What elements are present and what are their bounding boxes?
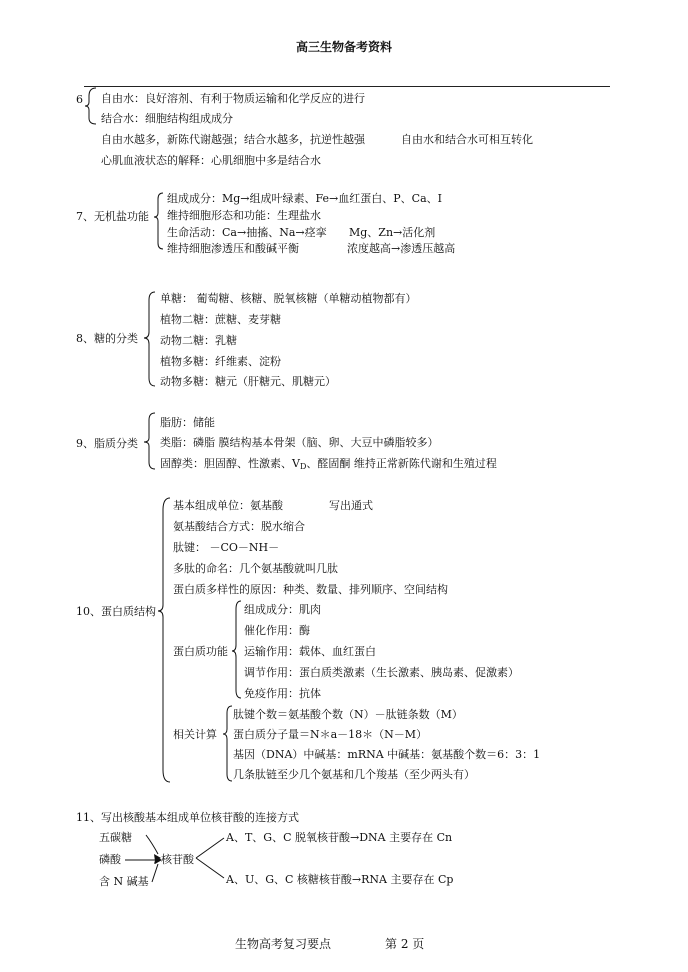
s7-line3b: Mg、Zn→活化剂: [349, 226, 436, 239]
brace-9: [144, 413, 155, 469]
s7-line3: 生命活动：Ca→抽搐、Na→痉挛: [167, 226, 327, 239]
s10-label: 10、蛋白质结构: [76, 605, 156, 618]
page-title: 高三生物备考资料: [295, 40, 392, 54]
s8-item: 动物二糖：乳糖: [160, 334, 237, 347]
s11-title: 11、写出核酸基本组成单位核苷酸的连接方式: [76, 811, 299, 824]
s10-func-item: 组成成分：肌肉: [244, 603, 321, 616]
s11-dna-line: A、T、G、C 脱氧核苷酸→DNA 主要存在 Cn: [226, 831, 453, 844]
s10-unit-note: 写出通式: [329, 499, 373, 512]
s9-line3: 固醇类：胆固醇、性激素、$V_D$、醛固酮 维持正常新陈代谢和生殖过程: [160, 457, 497, 471]
s8-item: 动物多糖：糖元（肝糖元、肌糖元）: [160, 375, 336, 388]
s10-peptide-bond: 肽键： －CO－NH－: [173, 541, 280, 554]
s6-bound-water: 结合水：细胞结构组成成分: [101, 112, 233, 125]
s10-func-item: 催化作用：酶: [244, 624, 310, 637]
s10-calc-item: 蛋白质分子量＝N＊a－18＊（N－M）: [233, 728, 428, 741]
s10-func-item: 免疫作用：抗体: [244, 687, 321, 700]
s10-bond-way: 氨基酸结合方式：脱水缩合: [173, 520, 305, 533]
brace-8: [144, 292, 155, 386]
s6-note1: 自由水越多，新陈代谢越强；结合水越多，抗逆性越强: [101, 133, 365, 146]
s11-part-sugar: 五碳糖: [99, 831, 132, 844]
brace-6: [85, 88, 96, 124]
s10-calc-item: 几条肽链至少几个氨基和几个羧基（至少两头有）: [233, 768, 475, 781]
s6-free-water: 自由水：良好溶剂、有利于物质运输和化学反应的进行: [101, 92, 365, 105]
s8-item: 植物多糖：纤维素、淀粉: [160, 355, 281, 368]
s10-unit: 基本组成单位：氨基酸: [173, 499, 283, 512]
s10-diversity: 蛋白质多样性的原因：种类、数量、排列顺序、空间结构: [173, 583, 448, 596]
s10-naming: 多肽的命名：几个氨基酸就叫几肽: [173, 562, 338, 575]
s7-line4: 维持细胞渗透压和酸碱平衡: [167, 242, 299, 255]
s10-func-item: 调节作用：蛋白质类激素（生长激素、胰岛素、促激素）: [244, 666, 519, 679]
s10-calc-item: 基因（DNA）中碱基：mRNA 中碱基：氨基酸个数＝6：3：1: [233, 748, 541, 761]
s7-label: 7、无机盐功能: [76, 210, 149, 223]
link-line-1: [146, 835, 158, 854]
brace-7: [154, 193, 163, 249]
s9-line2: 类脂：磷脂 膜结构基本骨架（脑、卵、大豆中磷脂较多）: [160, 436, 439, 449]
s10-calc-label: 相关计算: [173, 728, 217, 741]
s9-line1: 脂肪：储能: [160, 416, 215, 429]
s8-item: 植物二糖：蔗糖、麦芽糖: [160, 313, 281, 326]
nucleotide-fork: [196, 838, 224, 878]
s6-note2: 心肌血液状态的解释：心肌细胞中多是结合水: [101, 154, 321, 167]
s6-note1b: 自由水和结合水可相互转化: [401, 133, 533, 146]
s8-label: 8、糖的分类: [76, 332, 138, 345]
s10-func-item: 运输作用：载体、血红蛋白: [244, 645, 376, 658]
s7-line1: 组成成分：Mg→组成叶绿素、Fe→血红蛋白、P、Ca、I: [167, 192, 442, 205]
link-line-2: [152, 864, 158, 882]
brace-10: [158, 498, 170, 782]
s7-line2: 维持细胞形态和功能：生理盐水: [167, 209, 321, 222]
s8-item: 单糖： 葡萄糖、核糖、脱氧核糖（单糖动植物都有）: [160, 292, 417, 305]
s11-part-phosphate: 磷酸: [99, 853, 121, 866]
s11-rna-line: A、U、G、C 核糖核苷酸→RNA 主要存在 Cp: [226, 873, 454, 886]
page-number: 第 2 页: [385, 937, 425, 951]
s6-number: 6: [76, 93, 83, 106]
brace-10-func: [232, 601, 241, 698]
s9-label: 9、脂质分类: [76, 437, 138, 450]
s7-line4b: 浓度越高→渗透压越高: [347, 242, 456, 255]
s10-calc-item: 肽键个数＝氨基酸个数（N）－肽链条数（M）: [233, 708, 463, 721]
s10-func-label: 蛋白质功能: [173, 645, 228, 658]
footer-title: 生物高考复习要点: [235, 937, 332, 951]
s11-nucleotide: 核苷酸: [161, 853, 194, 866]
s11-part-base: 含 N 碱基: [99, 875, 149, 888]
brace-10-calc: [223, 706, 232, 781]
